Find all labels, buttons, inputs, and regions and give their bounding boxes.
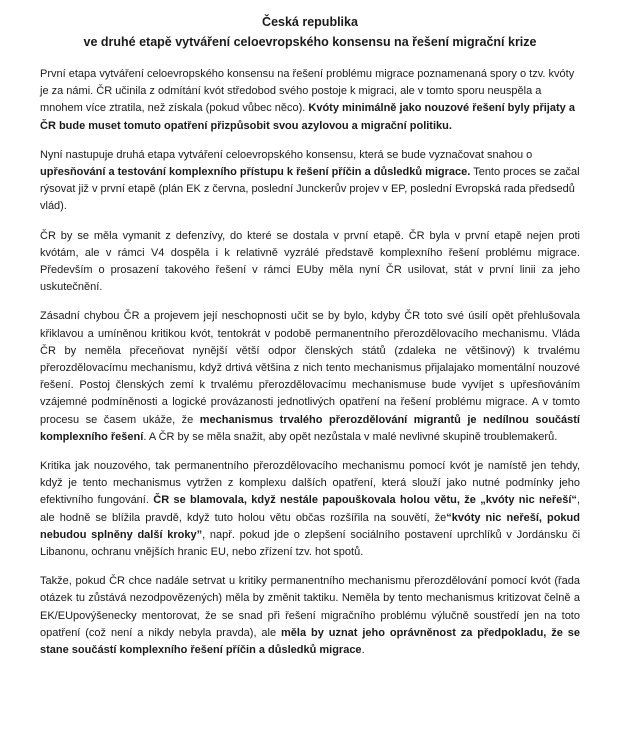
paragraph-text: , např. pokud jde o zlepšení sociálního postavení uprchlíků v Jordánsku či Libanonu, ochranu vnějších hranic EU, nebo zřízení tzv. hot spotů. — [40, 528, 581, 559]
paragraph — [40, 458, 580, 561]
bold-text: upřesňování a testování komplexního přístupu k řešení příčin a důsledků migrace. — [40, 166, 471, 179]
paragraph-text: . A ČR by se měla snažit, aby opět nezůstala v malé nevlivné skupině troublemakerů. — [143, 430, 558, 443]
title-line-1: Česká republika — [262, 15, 358, 29]
bold-text: měla by uznat jeho oprávněnost za předpokladu, že se stane součástí komplexního řešení příčin a důsledků migrace — [40, 626, 581, 657]
title-line-2: ve druhé etapě vytváření celoevropského konsensu na řešení migrační krize — [83, 35, 537, 49]
paragraph — [40, 66, 580, 135]
document-title — [40, 12, 580, 52]
bold-text: Kvóty minimálně jako nouzové řešení byly přijaty a ČR bude muset tomuto opatření přizpůsobit svou azylovou a migrační politiku. — [40, 102, 575, 132]
paragraph-text: Kritika jak nouzového, tak permanentního přerozdělovacího mechanismu pomocí kvót je namístě jen tehdy, když je tento mechanismus vytržen z komplexu dalších opatření, která slouží jako nutné podmínky jeho efektivního fungování. — [40, 460, 580, 507]
bold-text: “kvóty nic neřeší, pokud nebudou splněny další kroky” — [40, 511, 580, 541]
paragraph-text: ČR by se měla vymanit z defenzívy, do které se dostala v první etapě. ČR byla v první etapě nejen proti kvótám, ale v rámci V4 dospěla i k relativně vyzrálé představě komplexního řešení problému migrace. Především o prosazení takového řešení v rámci EUby měla nyní ČR usilovat, stát v první linii za jeho uskutečnění. — [40, 229, 580, 294]
paragraph — [40, 147, 580, 216]
paragraph — [40, 228, 580, 297]
paragraph — [40, 308, 580, 446]
paragraph-text: Nyní nastupuje druhá etapa vytváření celoevropského konsensu, která se bude vyznačovat snahou o — [40, 148, 533, 161]
paragraph-text: . — [361, 644, 365, 657]
bold-text: ČR se blamovala, když nestále papouškovala holou větu, že „kvóty nic neřeší“ — [153, 494, 577, 507]
paragraph-text: , ale hodně se blížila pravdě, když tuto holou větu občas rozšířila na souvětí, že — [40, 494, 580, 524]
paragraph-text: První etapa vytváření celoevropského konsensu na řešení problému migrace poznamenaná spory o tzv. kvóty je za námi. ČR učinila z odmítání kvót středobod svého postoje k migraci, ale v tomto sporu neuspěla a mnohem více ztratila, než získala (pokud vůbec něco). — [40, 68, 575, 115]
paragraph — [40, 573, 580, 659]
paragraph-text: Tento proces se začal rýsovat již v první etapě (plán EK z června, poslední Junckerův projev v EP, poslední Evropská rada předsedů vlád). — [40, 166, 580, 213]
bold-text: mechanismus trvalého přerozdělování migrantů je nedílnou součástí komplexního řešení — [40, 413, 580, 443]
paragraph-text: Zásadní chybou ČR a projevem její neschopnosti učit se by bylo, kdyby ČR toto své úsilí opět přehlušovala křiklavou a umíněnou kritikou kvót, tentokrát v podobě permanentního přerozdělovacího mechanismu. Vláda ČR by neměla přeceňovat nynější větší odpor členských států (zdaleka ne většinový) k trvalému přerozdělovacímu mechanismu, když drtivá většina z nich tento mechanismus přijalajako momentální nouzové řešení. Postoj členských zemí k trvalému přerozdělovacímu mechanismuse bude vyvíjet s upřesňováním vzájemné podmíněnosti a logické provázanosti jednotlivých opatření na řešení problému migrace. A v tomto procesu se časem ukáže, že — [40, 310, 580, 426]
document-body — [40, 66, 580, 659]
paragraph-text: Takže, pokud ČR chce nadále setrvat u kritiky permanentního mechanismu přerozdělování pomocí kvót (řada otázek tu zůstává nezodpovězených) měla by změnit taktiku. Neměla by tento mechanismus kritizovat čelně a EK/EUpovýšenecky mentorovat, že se snad při řešení migračního problému výlučně soustředí jen na toto opatření (což není a nikdy nebyla pravda), ale — [40, 575, 580, 639]
